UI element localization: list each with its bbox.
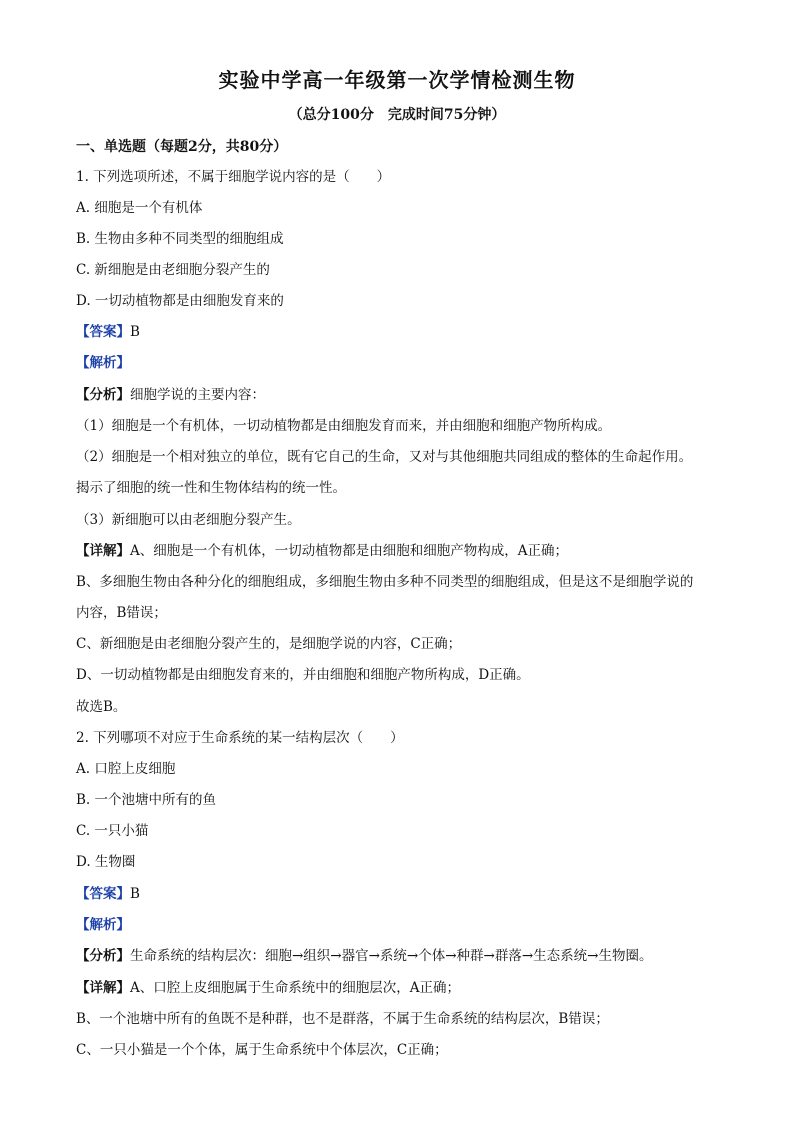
question-1-option-a: A. 细胞是一个有机体 — [76, 200, 203, 216]
analysis-tag: 【解析】 — [76, 355, 130, 371]
question-1-option-d: D. 一切动植物都是由细胞发育来的 — [76, 293, 284, 309]
question-1-stem: 1. 下列选项所述，不属于细胞学说内容的是（ ） — [76, 169, 391, 185]
fenxi-text: 细胞学说的主要内容： — [130, 387, 265, 403]
question-1-option-b: B. 生物由多种不同类型的细胞组成 — [76, 231, 284, 247]
page-title: 实验中学高一年级第一次学情检测生物 — [218, 68, 576, 92]
question-2-option-c: C. 一只小猫 — [76, 823, 149, 839]
question-2-option-b: B. 一个池塘中所有的鱼 — [76, 792, 217, 808]
question-1-answer-row — [76, 322, 736, 342]
question-1-fenxi-row — [76, 385, 736, 405]
question-1-point-1: （1）细胞是一个有机体，一切动植物都是由细胞发育而来，并由细胞和细胞产物所构成。 — [76, 418, 612, 434]
question-1-point-2: （2）细胞是一个相对独立的单位，既有它自己的生命，又对与其他细胞共同组成的整体的生命起作用。 — [76, 449, 693, 465]
question-2-detail-row — [76, 978, 736, 998]
fenxi-tag: 【分析】 — [76, 948, 130, 964]
detail-tag: 【详解】 — [76, 980, 130, 996]
question-1-detail-b-cont: 内容，B错误； — [76, 605, 167, 621]
answer-tag: 【答案】 — [76, 886, 130, 902]
answer-value: B — [130, 324, 140, 340]
detail-tag: 【详解】 — [76, 543, 130, 559]
question-1-point-3: （3）新细胞可以由老细胞分裂产生。 — [76, 512, 301, 528]
fenxi-tag: 【分析】 — [76, 387, 130, 403]
analysis-tag: 【解析】 — [76, 917, 130, 933]
question-1-option-c: C. 新细胞是由老细胞分裂产生的 — [76, 262, 270, 278]
detail-text: A、口腔上皮细胞属于生命系统中的细胞层次，A正确； — [130, 980, 460, 996]
question-2-detail-b: B、一个池塘中所有的鱼既不是种群，也不是群落，不属于生命系统的结构层次，B错误； — [76, 1011, 609, 1027]
question-2-analysis-tag-row — [76, 915, 736, 935]
question-2-option-a: A. 口腔上皮细胞 — [76, 761, 176, 777]
detail-text: A、细胞是一个有机体，一切动植物都是由细胞和细胞产物构成，A正确； — [130, 543, 568, 559]
question-1-detail-row — [76, 541, 736, 561]
question-2-option-d: D. 生物圈 — [76, 854, 136, 870]
question-1-conclusion: 故选B。 — [76, 699, 127, 715]
question-1-analysis-tag-row — [76, 353, 736, 373]
question-2-detail-c: C、一只小猫是一个个体，属于生命系统中个体层次，C正确； — [76, 1042, 448, 1058]
question-1-point-2-cont: 揭示了细胞的统一性和生物体结构的统一性。 — [76, 480, 346, 496]
question-1-detail-b: B、多细胞生物由各种分化的细胞组成，多细胞生物由多种不同类型的细胞组成，但是这不是细胞学说的 — [76, 574, 694, 590]
answer-value: B — [130, 886, 140, 902]
section-heading: 一、单选题（每题2分，共80分） — [76, 139, 288, 155]
page-subtitle: （总分100分 完成时间75分钟） — [288, 107, 506, 123]
fenxi-text: 生命系统的结构层次：细胞→组织→器官→系统→个体→种群→群落→生态系统→生物圈。 — [130, 948, 653, 964]
question-2-answer-row — [76, 884, 736, 904]
question-1-detail-c: C、新细胞是由老细胞分裂产生的，是细胞学说的内容，C正确； — [76, 636, 462, 652]
question-2-fenxi-row — [76, 946, 736, 966]
answer-tag: 【答案】 — [76, 324, 130, 340]
question-1-detail-d: D、一切动植物都是由细胞发育来的，并由细胞和细胞产物所构成，D正确。 — [76, 667, 530, 683]
question-2-stem: 2. 下列哪项不对应于生命系统的某一结构层次（ ） — [76, 730, 404, 746]
